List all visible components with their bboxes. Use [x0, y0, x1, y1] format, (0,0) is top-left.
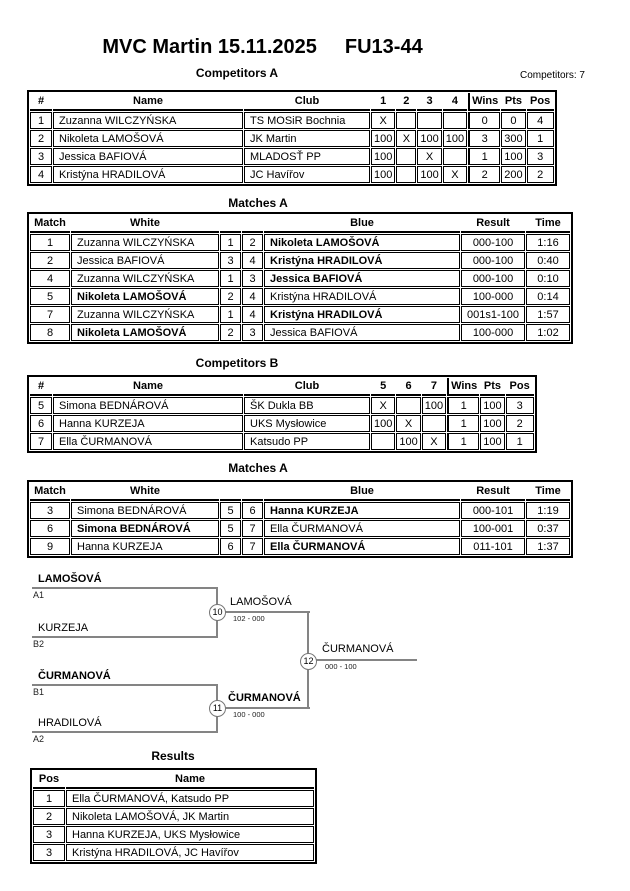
- event-title: MVC Martin 15.11.2025: [102, 36, 317, 58]
- cell-result: 001s1-100: [461, 306, 525, 323]
- cell-white: Nikoleta LAMOŠOVÁ: [71, 324, 219, 341]
- cell-grid: 100: [443, 130, 467, 147]
- cell-name: Kristýna HRADILOVÁ: [53, 166, 243, 183]
- cell-num: 7: [30, 433, 52, 450]
- cell-grid: 100: [371, 415, 395, 432]
- cell-num: 1: [30, 112, 52, 129]
- cell-match: 1: [30, 234, 70, 251]
- bracket-winner-name: LAMOŠOVÁ: [230, 596, 292, 608]
- cell-wins: 1: [447, 433, 479, 450]
- cell-name: Nikoleta LAMOŠOVÁ, JK Martin: [66, 808, 314, 825]
- cell-name: Nikoleta LAMOŠOVÁ: [53, 130, 243, 147]
- section-heading-matches-a: Matches A: [228, 196, 288, 210]
- column-header-pos: Pos: [527, 93, 554, 111]
- bracket-entry-name: HRADILOVÁ: [38, 717, 102, 729]
- cell-grid: X: [396, 415, 420, 432]
- table-row: [30, 166, 554, 183]
- cell-result: 100-000: [461, 288, 525, 305]
- cell-club: TS MOSiR Bochnia: [244, 112, 370, 129]
- cell-blue: Kristýna HRADILOVÁ: [264, 306, 460, 323]
- cell-match: 8: [30, 324, 70, 341]
- cell-grid: [396, 112, 416, 129]
- cell-result: 000-101: [461, 502, 525, 519]
- cell-pos: 3: [527, 148, 554, 165]
- cell-pts: 300: [501, 130, 525, 147]
- cell-white-num: 1: [220, 234, 241, 251]
- column-header-result: Result: [461, 215, 525, 233]
- table-row: [33, 808, 314, 825]
- cell-pos: 1: [33, 790, 65, 807]
- cell-white-num: 5: [220, 520, 241, 537]
- cell-pos: 3: [33, 826, 65, 843]
- table-header-row: [30, 215, 570, 233]
- cell-grid: 100: [417, 166, 441, 183]
- section-heading-competitors-a: Competitors A: [195, 66, 279, 80]
- bracket-winner-name: ČURMANOVÁ: [322, 643, 394, 655]
- cell-white-num: 2: [220, 324, 241, 341]
- table-row: [30, 433, 534, 450]
- bracket-score: 102 - 000: [233, 614, 265, 623]
- cell-grid: X: [371, 112, 395, 129]
- column-header-spacer: [220, 483, 241, 501]
- cell-grid: 100: [422, 397, 446, 414]
- column-header-blue: Blue: [264, 483, 460, 501]
- column-header-spacer: [242, 215, 263, 233]
- table-row: [30, 270, 570, 287]
- cell-club: ŠK Dukla BB: [244, 397, 370, 414]
- cell-name: Zuzanna WILCZYŃSKA: [53, 112, 243, 129]
- cell-blue-num: 4: [242, 288, 263, 305]
- cell-white-num: 5: [220, 502, 241, 519]
- cell-name: Ella ČURMANOVÁ: [53, 433, 243, 450]
- table-row: [30, 130, 554, 147]
- cell-grid: [443, 112, 467, 129]
- cell-grid: X: [417, 148, 441, 165]
- cell-name: Hanna KURZEJA: [53, 415, 243, 432]
- column-header-1: 1: [371, 93, 395, 111]
- cell-white: Simona BEDNÁROVÁ: [71, 502, 219, 519]
- cell-blue: Jessica BAFIOVÁ: [264, 324, 460, 341]
- table-row: [30, 306, 570, 323]
- cell-result: 100-001: [461, 520, 525, 537]
- bracket-score: 000 - 100: [325, 662, 357, 671]
- column-header-match: Match: [30, 215, 70, 233]
- column-header-result: Result: [461, 483, 525, 501]
- cell-wins: 2: [468, 166, 500, 183]
- table-row: [30, 415, 534, 432]
- column-header-pos: Pos: [33, 771, 65, 789]
- bracket-score: 100 - 000: [233, 710, 265, 719]
- cell-result: 011-101: [461, 538, 525, 555]
- cell-blue-num: 6: [242, 502, 263, 519]
- cell-blue-num: 4: [242, 252, 263, 269]
- cell-pos: 1: [506, 433, 534, 450]
- column-header-white: White: [71, 483, 219, 501]
- cell-white-num: 1: [220, 306, 241, 323]
- cell-club: UKS Mysłowice: [244, 415, 370, 432]
- cell-pts: 200: [501, 166, 525, 183]
- bracket-entry-name: KURZEJA: [38, 622, 89, 634]
- cell-blue: Kristýna HRADILOVÁ: [264, 252, 460, 269]
- cell-match: 2: [30, 252, 70, 269]
- column-header-6: 6: [396, 378, 420, 396]
- cell-grid: [443, 148, 467, 165]
- column-header-wins: Wins: [447, 378, 479, 396]
- column-header-time: Time: [526, 215, 570, 233]
- column-header-5: 5: [371, 378, 395, 396]
- bracket-line: [32, 684, 218, 686]
- table-row: [30, 148, 554, 165]
- cell-time: 1:19: [526, 502, 570, 519]
- cell-time: 1:16: [526, 234, 570, 251]
- cell-pos: 4: [527, 112, 554, 129]
- cell-name: Simona BEDNÁROVÁ: [53, 397, 243, 414]
- competitors-count: Competitors: 7: [519, 70, 585, 81]
- column-header-spacer: [220, 215, 241, 233]
- competitors-a-table: [27, 90, 557, 186]
- cell-white: Hanna KURZEJA: [71, 538, 219, 555]
- cell-grid: X: [396, 130, 416, 147]
- cell-blue: Jessica BAFIOVÁ: [264, 270, 460, 287]
- cell-grid: X: [371, 397, 395, 414]
- cell-white: Zuzanna WILCZYŃSKA: [71, 234, 219, 251]
- cell-name: Hanna KURZEJA, UKS Mysłowice: [66, 826, 314, 843]
- column-header-pts: Pts: [480, 378, 504, 396]
- cell-result: 000-100: [461, 252, 525, 269]
- table-row: [30, 538, 570, 555]
- category-label: FU13-44: [344, 36, 423, 58]
- cell-blue: Ella ČURMANOVÁ: [264, 520, 460, 537]
- cell-num: 4: [30, 166, 52, 183]
- cell-time: 1:57: [526, 306, 570, 323]
- cell-blue: Hanna KURZEJA: [264, 502, 460, 519]
- column-header-spacer: [242, 483, 263, 501]
- cell-blue-num: 3: [242, 324, 263, 341]
- cell-white-num: 6: [220, 538, 241, 555]
- cell-num: 6: [30, 415, 52, 432]
- cell-grid: X: [443, 166, 467, 183]
- cell-pos: 3: [33, 844, 65, 861]
- bracket-match-number: 11: [209, 700, 226, 717]
- cell-pos: 2: [506, 415, 534, 432]
- table-header-row: [30, 378, 534, 396]
- table-row: [30, 288, 570, 305]
- bracket-line: [32, 636, 218, 638]
- cell-match: 6: [30, 520, 70, 537]
- column-header-pos: Pos: [506, 378, 534, 396]
- bracket-winner-name: ČURMANOVÁ: [228, 692, 301, 704]
- cell-grid: [371, 433, 395, 450]
- cell-wins: 1: [468, 148, 500, 165]
- cell-num: 5: [30, 397, 52, 414]
- cell-pos: 2: [33, 808, 65, 825]
- matches-a-table: [27, 212, 573, 344]
- bracket-line: [224, 707, 310, 709]
- column-header-club: Club: [244, 378, 370, 396]
- cell-grid: [396, 148, 416, 165]
- table-header-row: [33, 771, 314, 789]
- column-header-time: Time: [526, 483, 570, 501]
- cell-grid: 100: [371, 166, 395, 183]
- cell-grid: [422, 415, 446, 432]
- cell-grid: [396, 397, 420, 414]
- cell-result: 000-100: [461, 270, 525, 287]
- bracket-match-number: 12: [300, 653, 317, 670]
- table-row: [33, 826, 314, 843]
- column-header-2: 2: [396, 93, 416, 111]
- cell-pos: 2: [527, 166, 554, 183]
- cell-time: 0:37: [526, 520, 570, 537]
- cell-match: 7: [30, 306, 70, 323]
- cell-grid: [396, 166, 416, 183]
- cell-time: 0:14: [526, 288, 570, 305]
- cell-white: Zuzanna WILCZYŃSKA: [71, 270, 219, 287]
- results-table: [30, 768, 317, 864]
- bracket-line: [32, 587, 218, 589]
- cell-result: 000-100: [461, 234, 525, 251]
- section-heading-matches-b: Matches A: [228, 461, 288, 475]
- table-row: [30, 520, 570, 537]
- cell-pts: 100: [480, 433, 504, 450]
- cell-wins: 3: [468, 130, 500, 147]
- cell-grid: 100: [371, 148, 395, 165]
- cell-time: 1:37: [526, 538, 570, 555]
- cell-white-num: 2: [220, 288, 241, 305]
- cell-blue-num: 7: [242, 538, 263, 555]
- column-header-3: 3: [417, 93, 441, 111]
- cell-name: Ella ČURMANOVÁ, Katsudo PP: [66, 790, 314, 807]
- cell-time: 0:10: [526, 270, 570, 287]
- bracket-entry-name: ČURMANOVÁ: [38, 670, 111, 682]
- cell-grid: X: [422, 433, 446, 450]
- cell-white-num: 1: [220, 270, 241, 287]
- table-row: [30, 112, 554, 129]
- cell-pts: 100: [480, 415, 504, 432]
- page-title: [0, 36, 525, 59]
- cell-match: 5: [30, 288, 70, 305]
- column-header-num: #: [30, 93, 52, 111]
- competitors-b-table: [27, 375, 537, 453]
- cell-white: Jessica BAFIOVÁ: [71, 252, 219, 269]
- cell-match: 9: [30, 538, 70, 555]
- cell-pts: 0: [501, 112, 525, 129]
- cell-club: JK Martin: [244, 130, 370, 147]
- cell-grid: 100: [371, 130, 395, 147]
- bracket-line: [316, 659, 417, 661]
- cell-club: Katsudo PP: [244, 433, 370, 450]
- column-header-match: Match: [30, 483, 70, 501]
- bracket-seed: B2: [33, 639, 45, 649]
- cell-blue-num: 7: [242, 520, 263, 537]
- cell-wins: 1: [447, 415, 479, 432]
- bracket-seed: A2: [33, 734, 45, 744]
- section-heading-competitors-b: Competitors B: [195, 356, 279, 370]
- cell-grid: 100: [396, 433, 420, 450]
- table-header-row: [30, 93, 554, 111]
- bracket-entry-name: LAMOŠOVÁ: [38, 573, 102, 585]
- cell-time: 1:02: [526, 324, 570, 341]
- table-row: [33, 844, 314, 861]
- cell-num: 3: [30, 148, 52, 165]
- bracket-match-number: 10: [209, 604, 226, 621]
- cell-blue: Ella ČURMANOVÁ: [264, 538, 460, 555]
- cell-club: JC Havířov: [244, 166, 370, 183]
- cell-pts: 100: [480, 397, 504, 414]
- column-header-blue: Blue: [264, 215, 460, 233]
- cell-blue: Nikoleta LAMOŠOVÁ: [264, 234, 460, 251]
- cell-match: 3: [30, 502, 70, 519]
- cell-result: 100-000: [461, 324, 525, 341]
- cell-wins: 1: [447, 397, 479, 414]
- cell-pos: 3: [506, 397, 534, 414]
- cell-blue-num: 3: [242, 270, 263, 287]
- column-header-4: 4: [443, 93, 467, 111]
- cell-white: Nikoleta LAMOŠOVÁ: [71, 288, 219, 305]
- column-header-white: White: [71, 215, 219, 233]
- column-header-name: Name: [66, 771, 314, 789]
- bracket-line: [224, 611, 310, 613]
- bracket-seed: A1: [33, 590, 45, 600]
- bracket-line: [32, 731, 218, 733]
- cell-name: Jessica BAFIOVÁ: [53, 148, 243, 165]
- column-header-name: Name: [53, 93, 243, 111]
- cell-match: 4: [30, 270, 70, 287]
- cell-pos: 1: [527, 130, 554, 147]
- column-header-pts: Pts: [501, 93, 525, 111]
- table-row: [30, 502, 570, 519]
- table-row: [30, 397, 534, 414]
- cell-time: 0:40: [526, 252, 570, 269]
- column-header-num: #: [30, 378, 52, 396]
- cell-wins: 0: [468, 112, 500, 129]
- column-header-name: Name: [53, 378, 243, 396]
- cell-white-num: 3: [220, 252, 241, 269]
- cell-blue-num: 4: [242, 306, 263, 323]
- table-row: [30, 252, 570, 269]
- cell-white: Zuzanna WILCZYŃSKA: [71, 306, 219, 323]
- column-header-club: Club: [244, 93, 370, 111]
- table-row: [33, 790, 314, 807]
- cell-blue: Kristýna HRADILOVÁ: [264, 288, 460, 305]
- cell-grid: 100: [417, 130, 441, 147]
- bracket-seed: B1: [33, 687, 45, 697]
- table-row: [30, 234, 570, 251]
- cell-name: Kristýna HRADILOVÁ, JC Havířov: [66, 844, 314, 861]
- cell-white: Simona BEDNÁROVÁ: [71, 520, 219, 537]
- table-header-row: [30, 483, 570, 501]
- matches-b-table: [27, 480, 573, 558]
- table-row: [30, 324, 570, 341]
- section-heading-results: Results: [151, 749, 195, 763]
- cell-grid: [417, 112, 441, 129]
- cell-blue-num: 2: [242, 234, 263, 251]
- column-header-wins: Wins: [468, 93, 500, 111]
- cell-pts: 100: [501, 148, 525, 165]
- column-header-7: 7: [422, 378, 446, 396]
- cell-num: 2: [30, 130, 52, 147]
- cell-club: MLADOSŤ PP: [244, 148, 370, 165]
